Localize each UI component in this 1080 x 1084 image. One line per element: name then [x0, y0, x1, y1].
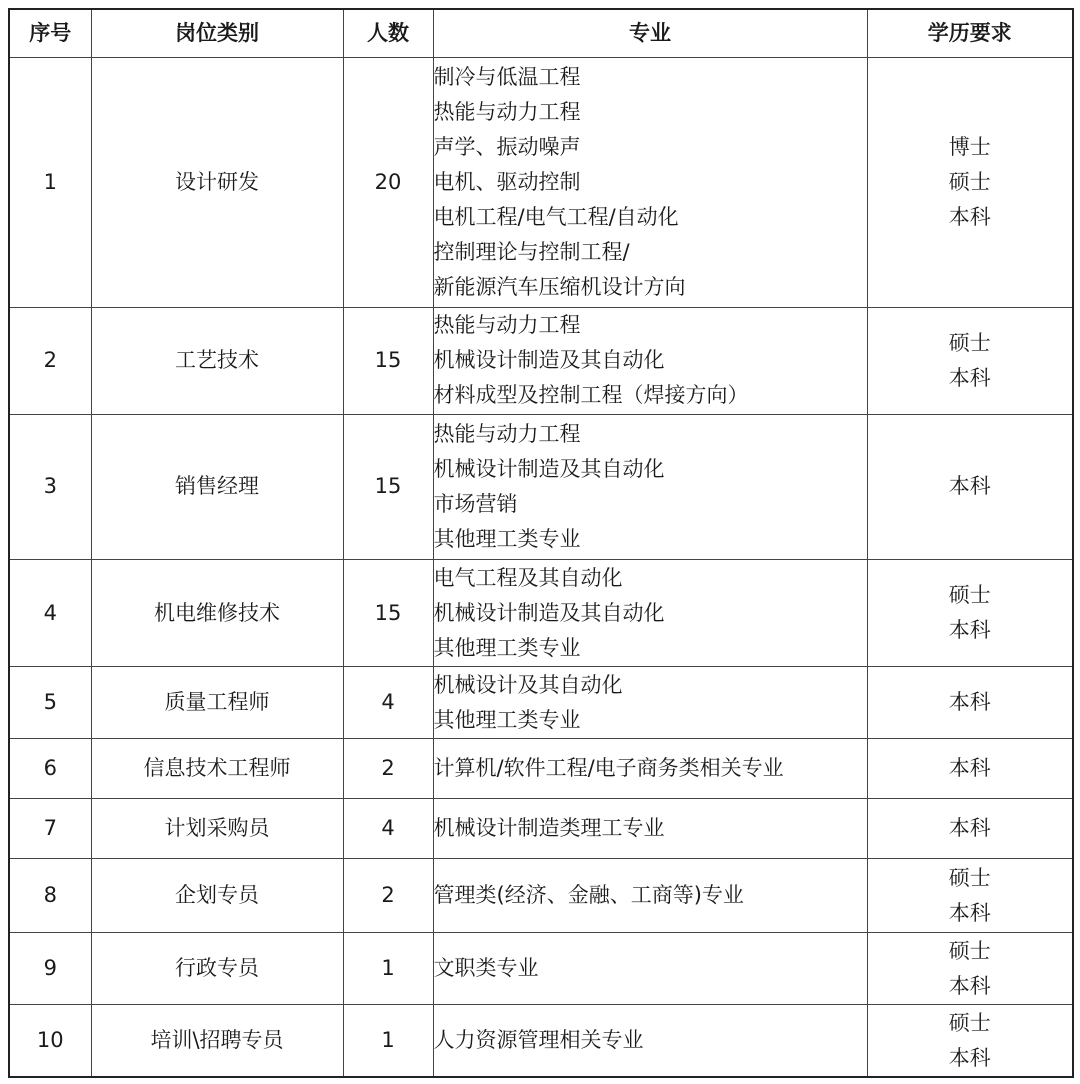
major-line: 机械设计制造及其自动化: [433, 456, 665, 481]
table-row: [9, 1005, 1073, 1077]
cell-index: 8: [9, 859, 91, 933]
table-row: [9, 307, 1073, 414]
cell-education: [867, 739, 1073, 799]
education-line: 硕士: [948, 1010, 991, 1035]
cell-education: [867, 1005, 1073, 1077]
table-row: [9, 933, 1073, 1005]
major-line: 声学、振动噪声: [433, 134, 581, 159]
education-line: 本科: [948, 900, 991, 925]
education-line: 本科: [948, 973, 991, 998]
major-line: 热能与动力工程: [433, 99, 581, 124]
major-line: 控制理论与控制工程/: [433, 239, 630, 264]
major-line: 机械设计制造及其自动化: [433, 600, 665, 625]
education-line: 硕士: [948, 865, 991, 890]
major-line: 市场营销: [433, 491, 518, 516]
major-line: 管理类(经济、金融、工商等)专业: [433, 883, 744, 908]
cell-major: [433, 1005, 867, 1077]
cell-index: 5: [9, 667, 91, 739]
education-line: 本科: [948, 365, 991, 390]
major-line: 热能与动力工程: [433, 313, 581, 338]
major-line: 电机、驱动控制: [433, 169, 581, 194]
header-index: 序号: [9, 9, 91, 57]
table-row: [9, 57, 1073, 307]
cell-count: 15: [343, 559, 433, 666]
table-header-row: [9, 9, 1073, 57]
cell-category: 信息技术工程师: [91, 739, 343, 799]
cell-index: 4: [9, 559, 91, 666]
header-education: 学历要求: [867, 9, 1073, 57]
cell-education: [867, 307, 1073, 414]
cell-major: [433, 933, 867, 1005]
major-line: 计算机/软件工程/电子商务类相关专业: [433, 756, 784, 781]
cell-education: [867, 799, 1073, 859]
cell-major: [433, 739, 867, 799]
cell-category: 机电维修技术: [91, 559, 343, 666]
cell-count: 2: [343, 739, 433, 799]
cell-count: 4: [343, 799, 433, 859]
header-count: 人数: [343, 9, 433, 57]
cell-count: 1: [343, 933, 433, 1005]
major-line: 机械设计制造类理工专业: [433, 816, 665, 841]
major-line: 电机工程/电气工程/自动化: [433, 204, 679, 229]
major-line: 新能源汽车压缩机设计方向: [433, 274, 686, 299]
major-line: 其他理工类专业: [433, 635, 581, 660]
cell-index: 1: [9, 57, 91, 307]
cell-index: 3: [9, 414, 91, 559]
cell-index: 6: [9, 739, 91, 799]
cell-count: 2: [343, 859, 433, 933]
cell-index: 7: [9, 799, 91, 859]
major-line: 机械设计及其自动化: [433, 672, 623, 697]
cell-category: 设计研发: [91, 57, 343, 307]
major-line: 机械设计制造及其自动化: [433, 348, 665, 373]
cell-major: [433, 859, 867, 933]
major-line: 文职类专业: [433, 956, 539, 981]
cell-category: 行政专员: [91, 933, 343, 1005]
cell-index: 2: [9, 307, 91, 414]
cell-education: [867, 414, 1073, 559]
cell-education: [867, 859, 1073, 933]
cell-major: [433, 799, 867, 859]
education-line: 本科: [948, 204, 991, 229]
education-line: 博士: [948, 134, 991, 159]
table-row: [9, 859, 1073, 933]
cell-category: 工艺技术: [91, 307, 343, 414]
major-line: 人力资源管理相关专业: [433, 1028, 644, 1053]
cell-major: [433, 307, 867, 414]
education-line: 本科: [948, 756, 991, 781]
education-line: 硕士: [948, 169, 991, 194]
education-line: 本科: [948, 690, 991, 715]
major-line: 制冷与低温工程: [433, 64, 581, 89]
cell-index: 10: [9, 1005, 91, 1077]
cell-count: 4: [343, 667, 433, 739]
cell-count: 1: [343, 1005, 433, 1077]
education-line: 本科: [948, 474, 991, 499]
major-line: 其他理工类专业: [433, 526, 581, 551]
header-major: 专业: [433, 9, 867, 57]
major-line: 电气工程及其自动化: [433, 565, 623, 590]
recruitment-table: [8, 8, 1074, 1078]
table-row: [9, 559, 1073, 666]
cell-education: [867, 667, 1073, 739]
cell-count: 20: [343, 57, 433, 307]
table-row: [9, 667, 1073, 739]
table-row: [9, 739, 1073, 799]
major-line: 热能与动力工程: [433, 421, 581, 446]
cell-count: 15: [343, 414, 433, 559]
cell-education: [867, 933, 1073, 1005]
education-line: 硕士: [948, 583, 991, 608]
cell-education: [867, 57, 1073, 307]
cell-index: 9: [9, 933, 91, 1005]
cell-category: 计划采购员: [91, 799, 343, 859]
cell-major: [433, 57, 867, 307]
table-body: [9, 57, 1073, 1077]
cell-category: 企划专员: [91, 859, 343, 933]
education-line: 本科: [948, 618, 991, 643]
education-line: 硕士: [948, 330, 991, 355]
cell-category: 质量工程师: [91, 667, 343, 739]
cell-major: [433, 667, 867, 739]
table-row: [9, 414, 1073, 559]
major-line: 材料成型及控制工程（焊接方向）: [433, 383, 749, 408]
education-line: 硕士: [948, 938, 991, 963]
education-line: 本科: [948, 816, 991, 841]
education-line: 本科: [948, 1045, 991, 1070]
cell-major: [433, 559, 867, 666]
cell-count: 15: [343, 307, 433, 414]
cell-category: 培训\招聘专员: [91, 1005, 343, 1077]
cell-education: [867, 559, 1073, 666]
cell-category: 销售经理: [91, 414, 343, 559]
header-category: 岗位类别: [91, 9, 343, 57]
table-row: [9, 799, 1073, 859]
cell-major: [433, 414, 867, 559]
major-line: 其他理工类专业: [433, 707, 581, 732]
